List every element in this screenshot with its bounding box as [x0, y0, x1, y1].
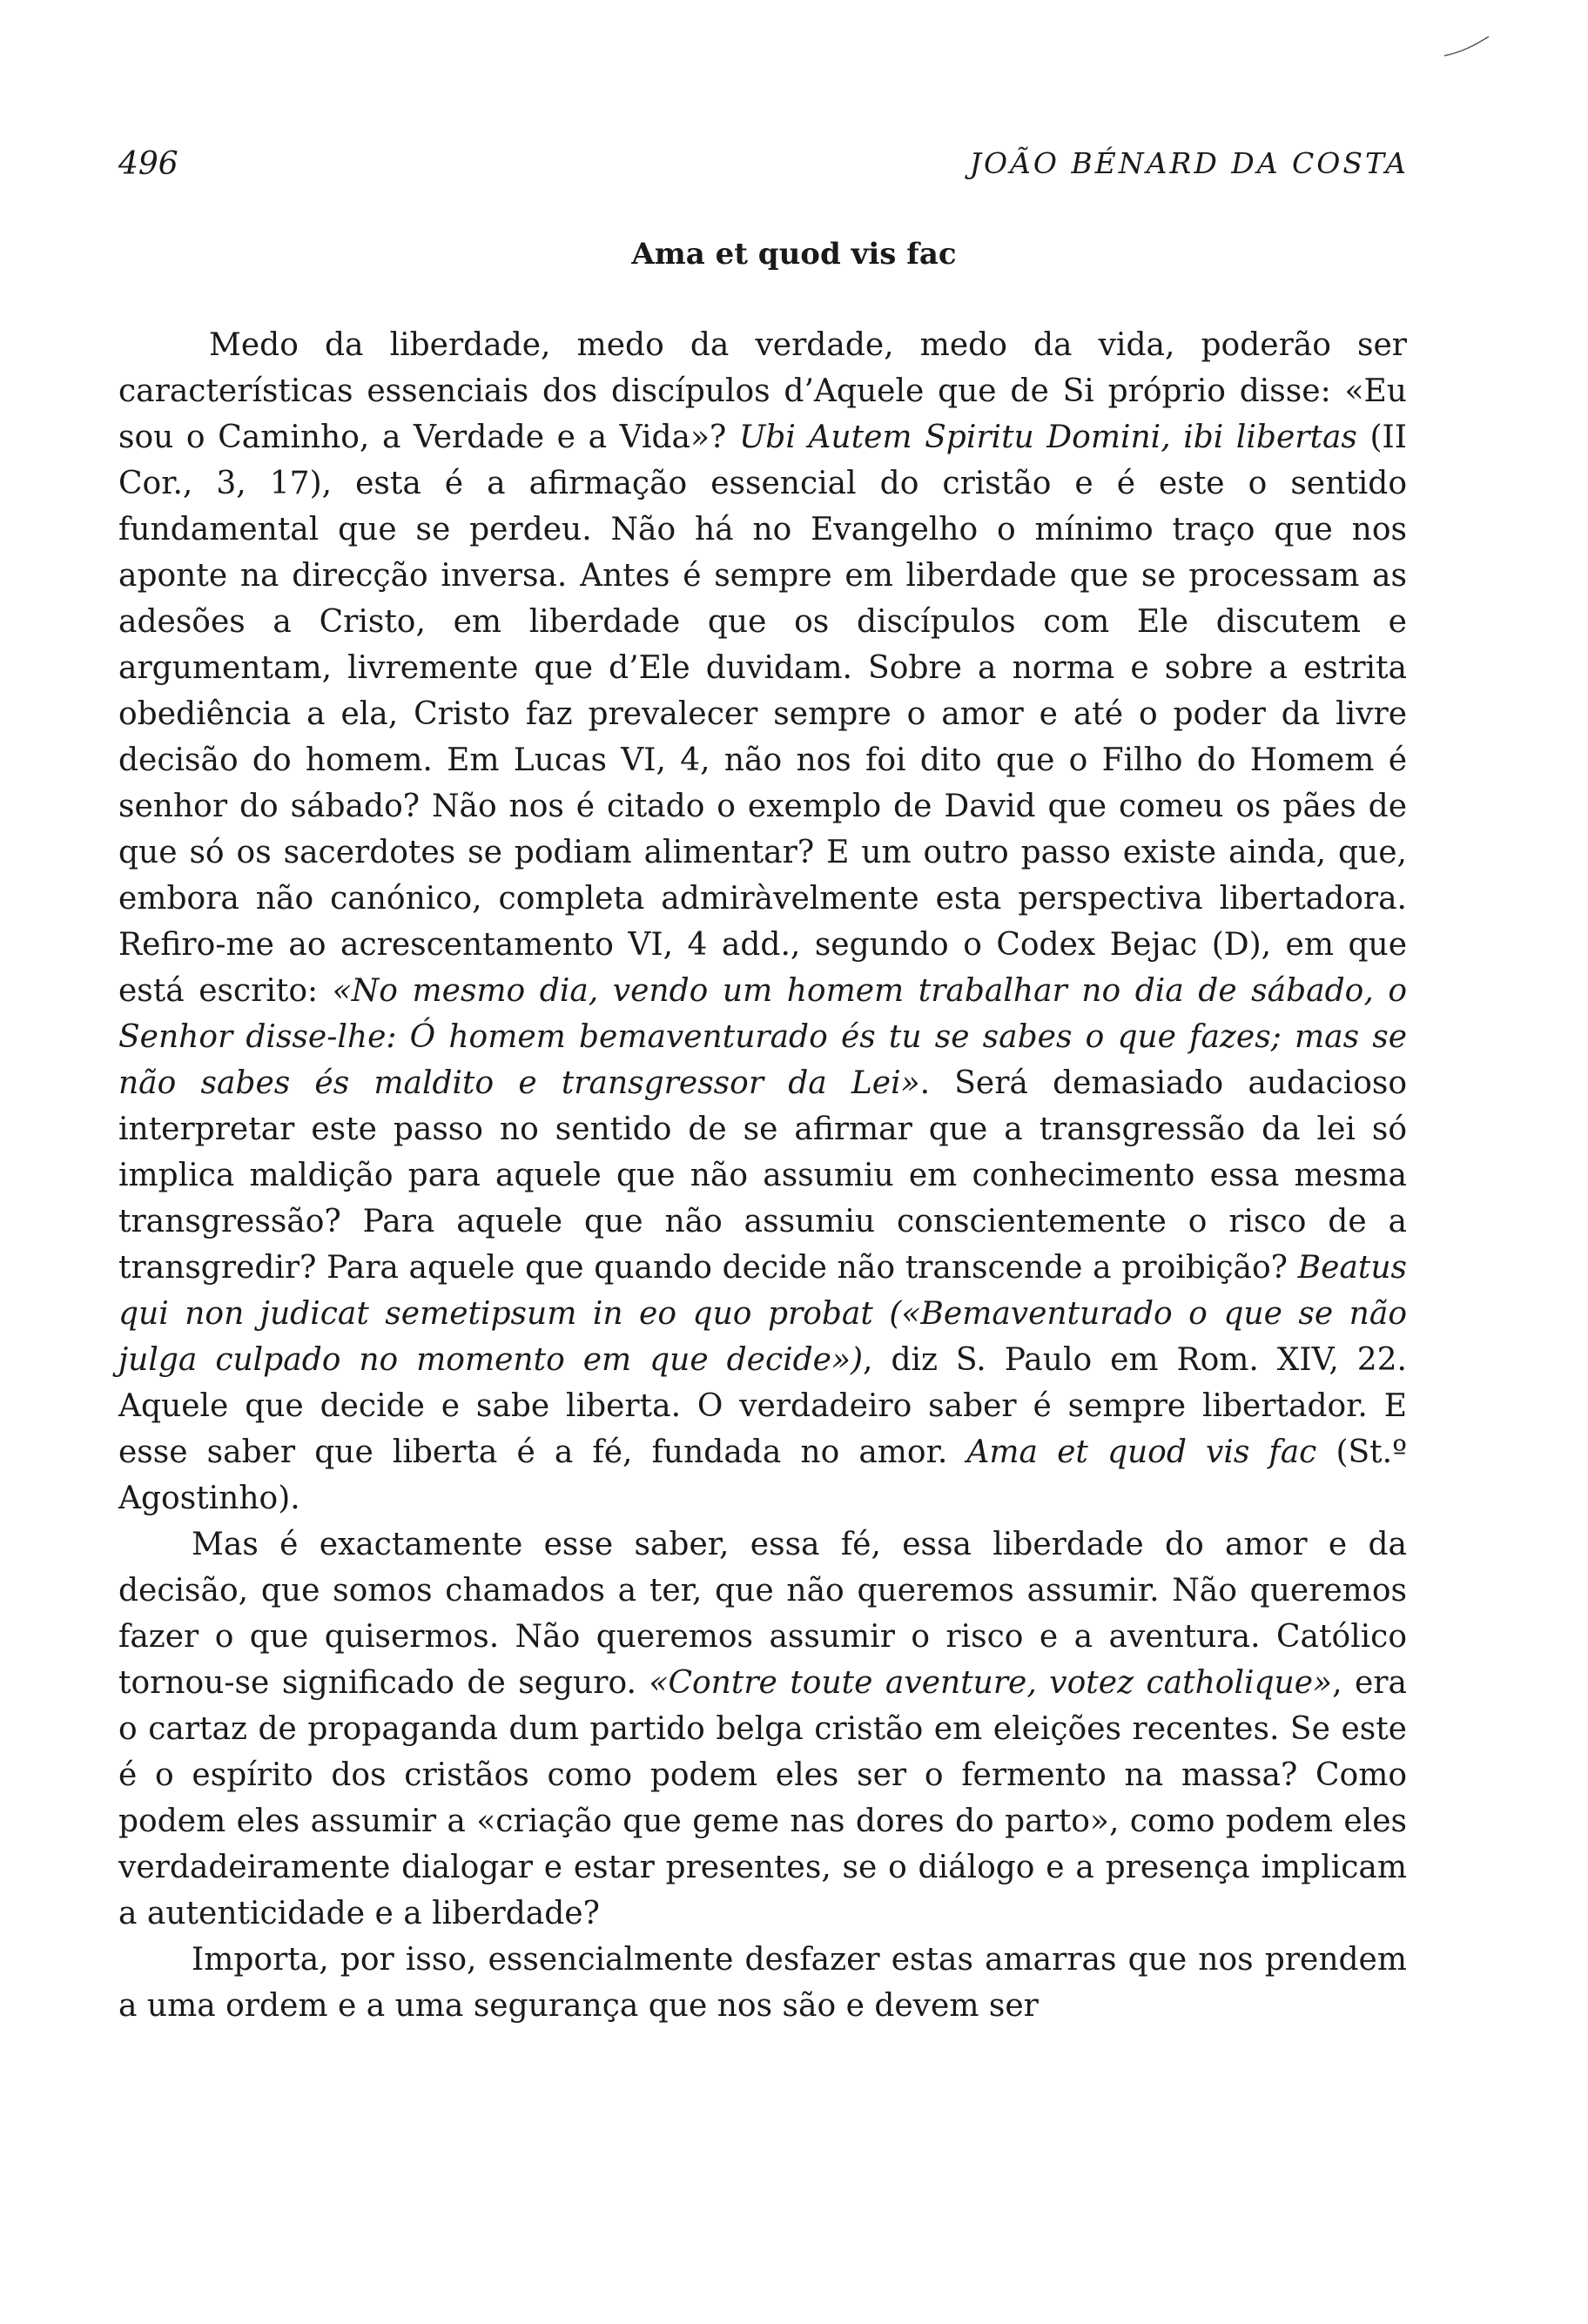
italic-text-run: Ama et quod vis fac — [966, 1434, 1317, 1470]
paragraph-3 — [118, 1937, 1407, 2029]
text-run: Mas é exactamente esse saber, essa fé, essa liberdade do amor e da decisão, que somos chamados a ter, que não queremos assumir. Não queremos fazer o que quisermos. Não queremos assumir o risco e a aventura. Católico tornou-se significado de seguro. — [118, 1527, 1407, 1701]
italic-text-run: Beatus qui non judicat semetipsum in eo quo probat («Bemaventurado o que se não julga culpado no momento em que decide») — [118, 1250, 1407, 1378]
page-header — [118, 146, 1409, 198]
text-run: , era o cartaz de propaganda dum partido belga cristão em eleições recentes. Se este é o espírito dos cristãos como podem eles ser o fermento na massa? Como podem eles assumir a «criação que geme nas dores do parto», como podem eles verdadeiramente dialogar e estar presentes, se o diálogo e a presença implicam a autenticidade e a liberdade? — [118, 1665, 1407, 1931]
text-run: (II Cor., 3, 17), esta é a afirmação essencial do cristão e é este o sentido fundamental que se perdeu. Não há no Evangelho o mínimo traço que nos aponte na direcção inversa. Antes é sempre em liberdade que se processam as adesões a Cristo, em liberdade que os discípulos com Ele discutem e argumentam, livremente que d’Ele duvidam. Sobre a norma e sobre a estrita obediência a ela, Cristo faz prevalecer sempre o amor e até o poder da livre decisão do homem. Em Lucas VI, 4, não nos foi dito que o Filho do Homem é senhor do sábado? Não nos é citado o exemplo de David que comeu os pães de que só os sacerdotes se podiam alimentar? E um outro passo existe ainda, que, embora não canónico, completa admiràvelmente esta perspectiva libertadora. Refiro-me ao acrescentamento VI, 4 add., segundo o Codex Bejac (D), em que está escrito: — [118, 420, 1407, 1009]
paragraph-1 — [118, 322, 1407, 1521]
pencil-mark — [1440, 33, 1492, 59]
body-text — [118, 322, 1407, 2029]
italic-text-run: «No mesmo dia, vendo um homem trabalhar no dia de sábado, o Senhor disse-lhe: Ó homem bemaventurado és tu se sabes o que fazes; mas se não sabes és maldito e transgressor da Lei» — [118, 973, 1408, 1101]
text-run: , diz S. Paulo em Rom. XIV, 22. Aquele que decide e sabe liberta. O verdadeiro saber é sempre libertador. E esse saber que liberta é a fé, fundada no amor. — [118, 1342, 1408, 1470]
text-run: . Será demasiado audacioso interpretar este passo no sentido de se afirmar que a transgressão da lei só implica maldição para aquele que não assumiu em conhecimento essa mesma transgressão? Para aquele que não assumiu conscientemente o risco de a transgredir? Para aquele que quando decide não transcende a proibição? — [118, 1065, 1408, 1286]
section-title: Ama et quod vis fac — [631, 237, 957, 272]
text-run: (St.º Agostinho). — [118, 1434, 1407, 1516]
italic-text-run: Ubi Autem Spiritu Domini, ibi libertas — [738, 420, 1357, 455]
paragraph-2 — [118, 1521, 1407, 1937]
text-run: Medo da liberdade, medo da verdade, medo da vida, poderão ser características essenciais dos discípulos d’Aquele que de Si próprio disse: «Eu sou o Caminho, a Verdade e a Vida»? — [118, 327, 1407, 455]
running-head: JOÃO BÉNARD DA COSTA — [969, 146, 1409, 180]
italic-text-run: «Contre toute aventure, votez catholique» — [649, 1665, 1333, 1701]
text-run: Importa, por isso, essencialmente desfazer estas amarras que nos prendem a uma ordem e a uma segurança que nos são e devem ser — [118, 1942, 1407, 2024]
page-number: 496 — [118, 146, 178, 182]
